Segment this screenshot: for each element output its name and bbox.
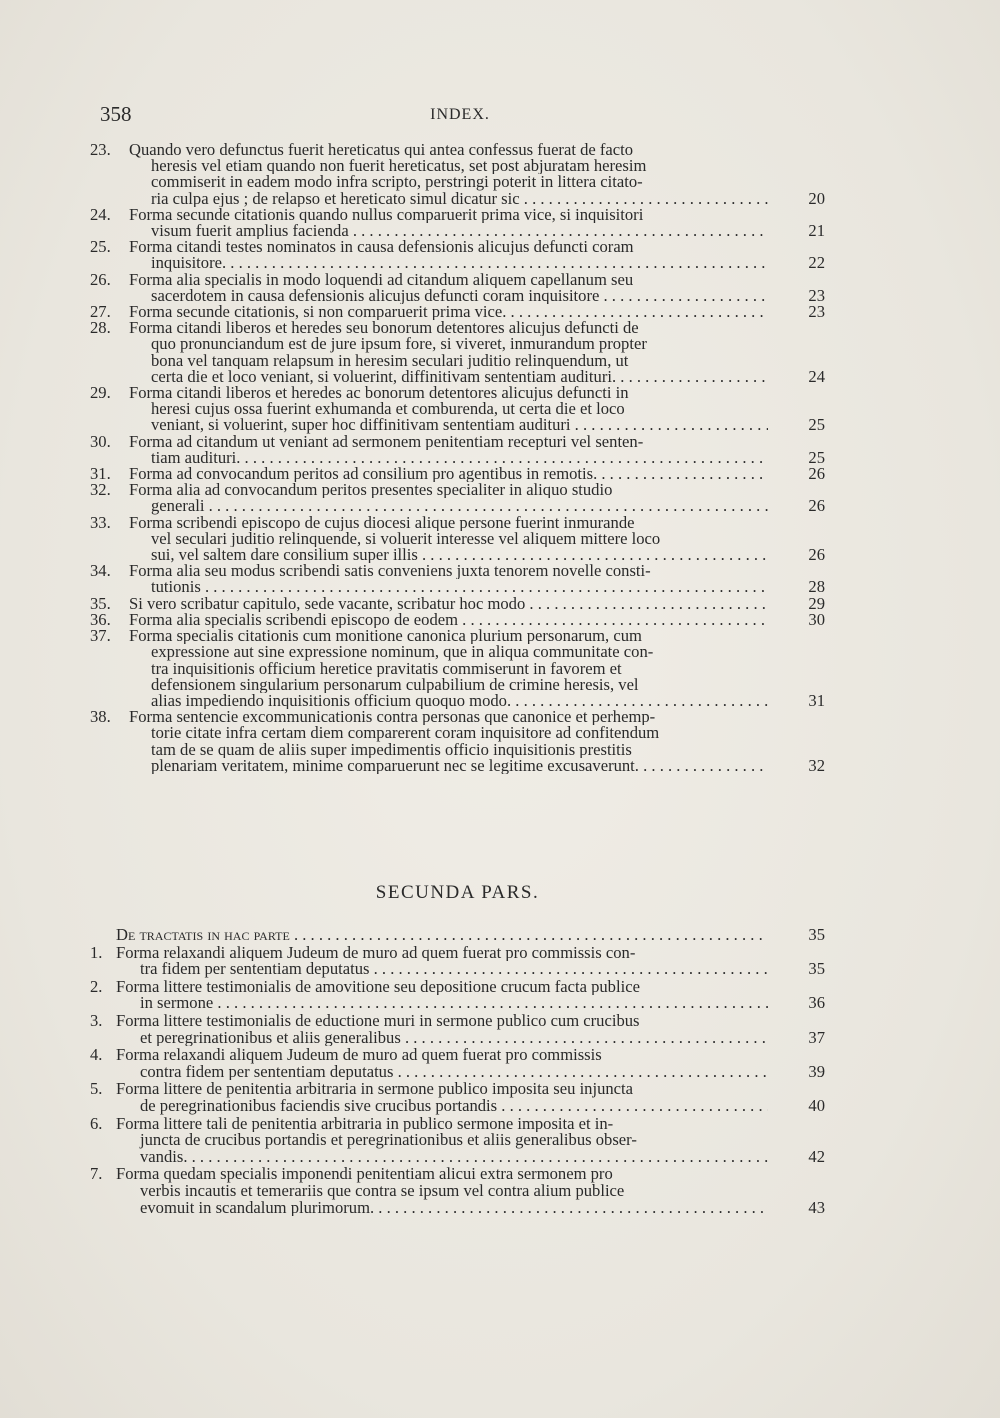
- index-entry-page: 26: [808, 464, 825, 484]
- index-entry-text: [90, 927, 768, 944]
- index-entry-page: 23: [808, 302, 825, 322]
- index-entry-line-text: Forma citandi liberos et heredes ac bonorum detentores alicujus defuncti in: [129, 385, 629, 402]
- index-entry-line-text: commiserit in eadem modo infra scripto, perstringi poterit in littera citato-: [151, 174, 643, 191]
- index-entry: [90, 239, 825, 271]
- index-entry-line: [90, 1166, 768, 1183]
- index-entry-line-text: sui, vel saltem dare consilium super illis: [151, 547, 418, 564]
- index-entry: [90, 1047, 825, 1080]
- page-header: [100, 102, 820, 132]
- index-entry-line-text: Forma sentencie excommunicationis contra personas que canonice et perhemp-: [129, 709, 656, 726]
- index-entry-line: [90, 174, 768, 190]
- index-entry: [90, 709, 825, 774]
- index-entry-page: 22: [808, 253, 825, 273]
- index-entry-line: [90, 742, 768, 758]
- index-entry-line-text: Forma alia seu modus scribendi satis conveniens juxta tenorem novelle consti-: [129, 563, 651, 580]
- index-entry-number: 38.: [90, 709, 111, 726]
- index-entry-line: [90, 336, 768, 352]
- index-entry-text: [90, 515, 768, 564]
- index-entry-text: [90, 466, 768, 482]
- index-entry: [90, 434, 825, 466]
- index-entry-line: [90, 417, 768, 433]
- index-entry-line-text: visum fuerit amplius facienda: [151, 223, 349, 240]
- index-entry: [90, 515, 825, 564]
- index-entry-text: [90, 1013, 768, 1046]
- index-entry-line: [90, 961, 768, 978]
- index-entry-line-text: Forma secunde citationis quando nullus comparuerit prima vice, si inquisitori: [129, 206, 644, 224]
- index-entry-line-text: heresi cujus ossa fuerint exhumanda et comburenda, ut certa die et loco: [151, 401, 625, 418]
- index-entry-line-text: ria culpa ejus ; de relapso et hereticato simul dicatur sic: [151, 190, 520, 207]
- index-entry-line: [90, 450, 768, 466]
- index-entry-text: [90, 563, 768, 595]
- index-entry-line-text: Forma citandi liberos et heredes seu bonorum detentores alicujus defuncti de: [129, 320, 639, 337]
- page-number: 358: [100, 102, 132, 126]
- index-entry-line: [90, 612, 768, 628]
- index-entry-text: [90, 207, 768, 239]
- index-entry-number: 31.: [90, 466, 111, 483]
- index-entry-line: [90, 320, 768, 336]
- index-entry: [90, 628, 825, 709]
- index-entry-line-text: tutionis: [151, 579, 201, 596]
- index-entry-text: [90, 272, 768, 304]
- index-entry-text: [90, 979, 768, 1012]
- index-entry-page: 26: [808, 545, 825, 565]
- index-entry-line: [90, 1132, 768, 1149]
- index-entry-line: [90, 434, 768, 450]
- index-entry-number: 33.: [90, 514, 111, 531]
- index-entry: [90, 482, 825, 514]
- index-entry-line: [90, 515, 768, 531]
- index-entry-line: [90, 725, 768, 741]
- index-entry-number: 5.: [90, 1081, 103, 1098]
- index-entry-number: 2.: [90, 978, 103, 996]
- index-entry-line: [90, 401, 768, 417]
- index-entry-line-text: generali: [151, 498, 205, 515]
- index-entry-line-text: et peregrinationibus et aliis generalibus: [140, 1029, 401, 1047]
- index-entry-number: 36.: [90, 611, 111, 629]
- index-entry-page: 20: [808, 188, 825, 208]
- index-entry-line-text: tam de se quam de aliis super impedimentis officio inquisitionis prestitis: [151, 741, 632, 758]
- index-entry-line-text: Forma citandi testes nominatos in causa defensionis alicujus defuncti coram: [129, 239, 634, 256]
- index-entry-line-text: certa die et loco veniant, si voluerint, diffinitivam sententiam audituri.: [151, 368, 617, 386]
- index-entry-page: 24: [808, 366, 825, 386]
- index-entry: [90, 979, 825, 1012]
- index-entry-line-text: alias impediendo inquisitionis officium quoquo modo.: [151, 692, 512, 710]
- index-entry-line: [90, 1013, 768, 1030]
- index-entry-line: [90, 531, 768, 547]
- index-entry-number: 4.: [90, 1047, 103, 1064]
- index-entry-number: 34.: [90, 563, 111, 580]
- index-entry-line: [90, 1200, 768, 1217]
- index-entry-text: [90, 434, 768, 466]
- index-entry-page: 25: [808, 415, 825, 435]
- index-entry-page: 25: [808, 447, 825, 467]
- index-entry-line-text: Forma littere testimonialis de amovitione seu depositione crucum facta publice: [116, 978, 640, 996]
- index-entry-page: 37: [808, 1027, 825, 1047]
- index-entry-line: [90, 979, 768, 996]
- index-entry-line-text: vandis.: [140, 1148, 188, 1166]
- index-entry-line: [90, 369, 768, 385]
- index-entry-page: 39: [808, 1061, 825, 1081]
- index-entry-line: [90, 628, 768, 644]
- index-entry-line: [90, 1030, 768, 1047]
- index-entry-line: [90, 945, 768, 962]
- index-entry-line-text: Forma alia ad convocandum peritos presentes specialiter in aliquo studio: [129, 482, 613, 499]
- index-entry-number: 25.: [90, 239, 111, 256]
- index-entry-line: [90, 498, 768, 514]
- index-entry-line: [90, 927, 768, 944]
- index-entry-page: 29: [808, 593, 825, 613]
- index-entry-number: 3.: [90, 1012, 103, 1030]
- index-entry-page: 21: [808, 221, 825, 241]
- index-entry-line-text: veniant, si voluerint, super hoc diffinitivam sententiam audituri: [151, 417, 571, 434]
- index-entry-line-text: tra fidem per sententiam deputatus: [140, 961, 370, 978]
- index-entry-line: [90, 1081, 768, 1098]
- index-entry-line-text: evomuit in scandalum plurimorum.: [140, 1199, 375, 1217]
- index-entry-line-text: Si vero scribatur capitulo, sede vacante, scribatur hoc modo: [129, 595, 526, 612]
- index-entry-line: [90, 255, 768, 271]
- index-entry-line-text: sacerdotem in causa defensionis alicujus defuncti coram inquisitore: [151, 287, 600, 305]
- index-entry-text: [90, 142, 768, 207]
- index-entry-line: [90, 579, 768, 595]
- index-entry-page: 31: [808, 690, 825, 710]
- index-entry: [90, 593, 825, 613]
- index-entry-line-text: bona vel tanquam relapsum in heresim seculari juditio relinquendum, ut: [151, 352, 629, 369]
- index-entry-text: [90, 1047, 768, 1080]
- index-entry-text: [90, 482, 768, 514]
- index-entry-page: 36: [808, 993, 825, 1013]
- index-entry-line: [90, 758, 768, 774]
- index-entry-number: 37.: [90, 628, 111, 645]
- index-entry-line-text: quo pronunciandum est de jure ipsum fore, si viveret, inmurandum propter: [151, 336, 647, 353]
- index-entry: [90, 945, 825, 978]
- index-entry-text: [90, 709, 768, 774]
- index-entry-text: [90, 628, 768, 709]
- index-entry-line: [90, 466, 768, 482]
- index-entry: [90, 609, 825, 629]
- index-entry-text: [90, 1116, 768, 1166]
- index-entry-line: [90, 482, 768, 498]
- index-entry-line-text: defensionem singularium personarum culpabilium de crimine heresis, vel: [151, 676, 639, 693]
- index-entry-text: [90, 239, 768, 271]
- index-entry-line: [90, 191, 768, 207]
- index-entry-number: 26.: [90, 271, 111, 288]
- index-entry: [90, 272, 825, 304]
- index-entry: [90, 385, 825, 434]
- index-entry-page: 23: [808, 285, 825, 305]
- index-entry: [90, 1013, 825, 1046]
- index-entry-line: [90, 709, 768, 725]
- index-entry-line-text: Forma relaxandi aliquem Judeum de muro ad quem fuerat pro commissis con-: [116, 944, 636, 962]
- index-entry-line: [90, 693, 768, 709]
- index-entry-line: [90, 1064, 768, 1081]
- index-entry: [90, 1081, 825, 1114]
- index-entry-line: [90, 563, 768, 579]
- index-entry-page: 40: [808, 1095, 825, 1115]
- index-entry-page: 42: [808, 1146, 825, 1166]
- index-entry-line: [90, 142, 768, 158]
- index-entry-line-text: Forma littere testimonialis de eductione muri in sermone publico cum crucibus: [116, 1012, 640, 1030]
- index-entry-line-text: expressione aut sine expressione nominum, que in aliqua communitate con-: [151, 644, 654, 661]
- index-entry: [90, 563, 825, 595]
- index-entry-line: [90, 995, 768, 1012]
- index-entry-line-text: de peregrinationibus faciendis sive crucibus portandis: [140, 1097, 498, 1115]
- index-entry-line-text: juncta de crucibus portandis et peregrinationibus et aliis generalibus obser-: [140, 1132, 637, 1149]
- running-head: INDEX.: [430, 106, 490, 123]
- index-entry-number: 23.: [90, 142, 111, 159]
- index-entry-line: [90, 239, 768, 255]
- index-entry-line-text: Forma ad citandum ut veniant ad sermonem penitentiam recepturi vel senten-: [129, 433, 644, 450]
- index-entry-line-text: Forma specialis citationis cum monitione canonica plurium personarum, cum: [129, 628, 642, 645]
- index-entry-line-text: tra inquisitionis officium heretice pravitatis commiserunt in favorem et: [151, 660, 622, 677]
- index-entry-text: [90, 596, 768, 612]
- index-entry-line-text: verbis incautis et temerariis que contra se ipsum vel contra alium publice: [140, 1182, 625, 1200]
- index-entry-page: 35: [808, 959, 825, 979]
- index-entry-line: [90, 677, 768, 693]
- index-entry-number: 35.: [90, 595, 111, 612]
- index-entry-text: [90, 1166, 768, 1216]
- index-entry: [90, 142, 825, 207]
- index-entry-line-text: Forma quedam specialis imponendi penitentiam alicui extra sermonem pro: [116, 1166, 613, 1183]
- index-entry-number: 32.: [90, 482, 111, 499]
- index-entry: [90, 304, 825, 320]
- index-entry: [90, 1116, 825, 1166]
- index-entry-line-text: De tractatis in hac parte: [116, 927, 290, 944]
- index-entry-line: [90, 1183, 768, 1200]
- index-entry-line: [90, 596, 768, 612]
- index-entry-line-text: plenariam veritatem, minime comparuerunt nec se legitime excusaverunt.: [151, 757, 639, 774]
- index-entry-line-text: vel seculari juditio relinquende, si voluerit interesse vel aliquem mittere loco: [151, 530, 661, 548]
- index-entry-line-text: torie citate infra certam diem comparerent coram inquisitore ad confitendum: [151, 725, 660, 742]
- index-entry-line: [90, 272, 768, 288]
- index-entry-line: [90, 158, 768, 174]
- index-entry-line-text: Forma alia specialis scribendi episcopo de eodem: [129, 611, 459, 629]
- index-entry-line: [90, 353, 768, 369]
- index-entry-line-text: inquisitore.: [151, 255, 227, 272]
- index-list-second-part: [90, 927, 825, 1217]
- index-entry-line: [90, 661, 768, 677]
- index-entry-line: [90, 288, 768, 304]
- index-entry-text: [90, 1081, 768, 1114]
- index-entry-text: [90, 304, 768, 320]
- index-entry-number: 6.: [90, 1115, 103, 1133]
- index-entry-line-text: Forma alia specialis in modo loquendi ad citandum aliquem capellanum seu: [129, 271, 634, 288]
- index-entry-number: 7.: [90, 1166, 103, 1183]
- index-entry-line-text: Forma secunde citationis, si non comparuerit prima vice.: [129, 304, 507, 321]
- index-list-first-part: [90, 142, 825, 774]
- index-entry-text: [90, 385, 768, 434]
- index-entry-number: 24.: [90, 206, 111, 224]
- index-entry-page: 28: [808, 577, 825, 597]
- index-entry-line: [90, 385, 768, 401]
- section-heading: SECUNDA PARS.: [375, 882, 540, 903]
- index-entry-line-text: in sermone: [140, 995, 214, 1012]
- index-entry-line: [90, 644, 768, 660]
- index-entry-line-text: Quando vero defunctus fuerit hereticatus qui antea confessus fuerat de facto: [129, 142, 634, 159]
- index-entry-line-text: Forma littere de penitentia arbitraria in sermone publico imposita seu injuncta: [116, 1081, 634, 1098]
- index-entry-page: 43: [808, 1197, 825, 1217]
- index-entry-number: 1.: [90, 944, 103, 962]
- index-entry-line-text: Forma relaxandi aliquem Judeum de muro ad quem fuerat pro commissis: [116, 1047, 602, 1064]
- index-entry: [90, 1166, 825, 1216]
- index-entry-number: 29.: [90, 385, 111, 402]
- index-entry-number: 27.: [90, 304, 111, 321]
- index-entry-line: [90, 223, 768, 239]
- index-entry-line-text: heresis vel etiam quando non fuerit hereticatus, set post abjuratam heresim: [151, 158, 647, 175]
- index-entry-line: [90, 207, 768, 223]
- index-entry-line: [90, 1047, 768, 1064]
- index-entry-line: [90, 1116, 768, 1133]
- index-entry-line-text: tiam audituri.: [151, 449, 241, 467]
- index-entry-line: [90, 1149, 768, 1166]
- index-entry: [90, 207, 825, 239]
- index-entry-line: [90, 304, 768, 320]
- index-entry-line-text: Forma scribendi episcopo de cujus diocesi alique persone fuerint inmurande: [129, 514, 635, 531]
- index-entry: [90, 466, 825, 482]
- index-entry: [90, 927, 825, 944]
- index-entry-text: [90, 320, 768, 385]
- index-entry-line: [90, 547, 768, 563]
- index-entry-page: 26: [808, 496, 825, 516]
- index-entry-number: 30.: [90, 433, 111, 450]
- index-entry: [90, 320, 825, 385]
- index-entry-page: 30: [808, 609, 825, 629]
- index-entry-text: [90, 612, 768, 628]
- index-entry-page: 35: [808, 925, 825, 944]
- index-entry-number: 28.: [90, 320, 111, 337]
- index-entry-page: 32: [808, 755, 825, 775]
- index-entry-line: [90, 1098, 768, 1115]
- index-entry-line-text: Forma littere tali de penitentia arbitraria in publico sermone imposita et in-: [116, 1115, 614, 1133]
- index-entry-text: [90, 945, 768, 978]
- index-entry-line-text: Forma ad convocandum peritos ad consilium pro agentibus in remotis.: [129, 466, 598, 483]
- index-entry-line-text: contra fidem per sententiam deputatus: [140, 1063, 394, 1081]
